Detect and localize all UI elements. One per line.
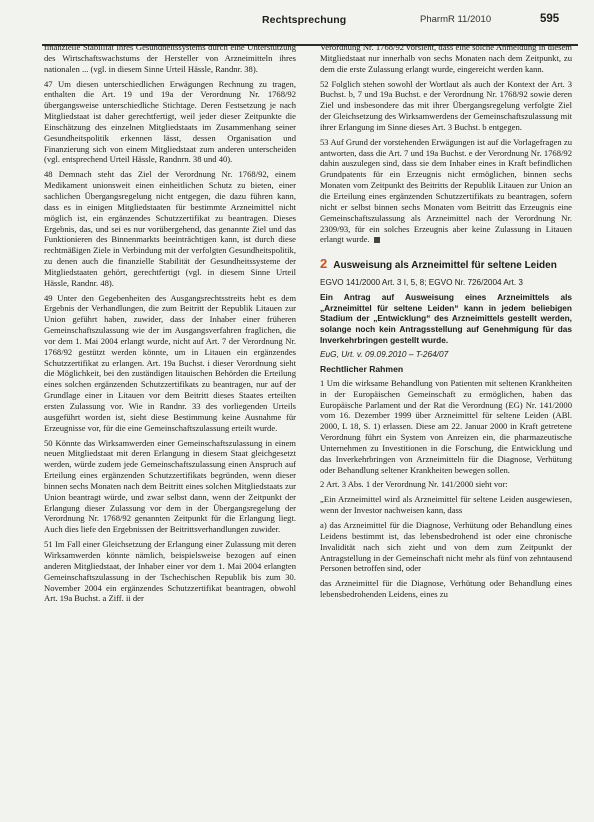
paragraph (320, 137, 572, 245)
paragraph: das Arzneimittel für die Diagnose, Verhütung oder Behandlung eines lebensbedrohenden Leidens, eines zu (320, 578, 572, 600)
end-of-article-icon (374, 237, 380, 243)
headnote: Ein Antrag auf Ausweisung eines Arzneimittels als „Arzneimittel für seltene Leiden“ kann in jedem beliebigen Stadium der „Entwicklung“ des Arzneimittels gestellt werden, solange noch kein Antragsstellung auf Genehmigung für das Inverkehrbringen gestellt wurde. (320, 292, 572, 345)
norm-citation: EGVO 141/2000 Art. 3 I, 5, 8; EGVO Nr. 726/2004 Art. 3 (320, 278, 523, 288)
paragraph: 47 Um diesen unterschiedlichen Erwägungen Rechnung zu tragen, enthalten die Art. 19 und 19a der Verordnung Nr. 1768/92 übergangsweise unterschiedliche Stichtage. Deren Festsetzung je nach Mitgliedstaat ist daher gerechtfertigt, weil jeder dieser Zeitpunkte die Einschätzung des einzelnen Mitgliedstaats im Zusammenhang seiner Gesundheitspolitik erkennen lässt, dessen Organisation und Finanzierung sich von einem Mitgliedstaat zum anderen unterscheiden (vgl. entsprechend Urteil Hässle, Randnrn. 38 und 40). (44, 78, 296, 165)
paragraph: a) das Arzneimittel für die Diagnose, Verhütung oder Behandlung eines Leidens bestimmt ist, das lebensbedrohend ist oder eine chronische Invalidität nach sich zieht und von dem zum Zeitpunkt der Antragstellung in der Gemeinschaft nicht mehr als fünf von zehntausend Personen betroffen sind, oder (320, 520, 572, 574)
page-number: 595 (540, 13, 560, 25)
paragraph-text: 53 Auf Grund der vorstehenden Erwägungen ist auf die Vorlagefragen zu antworten, dass die Art. 7 und 19a Buchst. e der Verordnung Nr. 1768/92 dahin auszulegen sind, dass sie dem Inhaber eines in Kraft befindlichen Grundpatents für ein Erzeugnis nicht ermöglichen, binnen sechs Monaten vom Zeitpunkt des Beitritts der Republik Litauen zur Union an die Erteilung eines ergänzenden Schutzzertifikats zu beantragen, sofern nicht er selbst binnen sechs Monaten vom Beitritt das Erzeugnis eine Gemeinschaftszulassung als Arzneimittel nach der Verordnung Nr. 2309/93, für ein solches Erzeugnis aber keine Zulassung in Litauen erlangt wurde. (320, 136, 572, 245)
right-column (320, 42, 572, 604)
court-reference: EuG, Urt. v. 09.09.2010 – T-264/07 (320, 349, 449, 360)
section-heading (320, 256, 572, 272)
section-number: 2 (320, 256, 328, 272)
paragraph: 52 Folglich stehen sowohl der Wortlaut als auch der Kontext der Art. 3 Buchst. b, 7 und 19a Buchst. e der Verordnung Nr. 1768/92 sowie deren Ziel und insbesondere das mit ihrer Übergangsregelung verfolgte Ziel der Gleichsetzung des Wirksamwerdens der Gemeinschaftszulassung mit ihrer Erlangung im Sinne dieses Art. 3 Buchst. b entgegen. (320, 78, 572, 132)
paragraph: „Ein Arzneimittel wird als Arzneimittel für seltene Leiden ausgewiesen, wenn der Investor nachweisen kann, dass (320, 494, 572, 516)
paragraph: Verordnung Nr. 1768/92 vorsieht, dass eine solche Anmeldung in diesem Mitgliedstaat nur innerhalb von sechs Monaten nach dem Zeitpunkt, zu dem die erste Zulassung erlangt wurde, eingereicht werden kann. (320, 42, 572, 74)
section-rubric: Rechtsprechung (262, 14, 347, 26)
paragraph: 2 Art. 3 Abs. 1 der Verordnung Nr. 141/2000 sieht vor: (320, 479, 508, 490)
left-column (44, 42, 296, 608)
paragraph: finanzielle Stabilität ihres Gesundheitssystems durch eine Unterstützung des Wirtschaftswachstums der Hersteller von Arzneimitteln ihres nationalen ... (vgl. in diesem Sinne Urteil Hässle, Randnr. 38). (44, 42, 296, 74)
paragraph: 48 Demnach steht das Ziel der Verordnung Nr. 1768/92, einem Medikament unionsweit einen einheitlichen Schutz zu bieten, einer sachlichen Übergangsregelung nicht entgegen, die dazu führen kann, dass es in einigen Mitgliedstaaten für bestimmte Arzneimittel nicht möglich ist, ein ergänzendes Schutzzertifikat zu beantragen. Dieses Ergebnis, das, und sei es nur vorübergehend, das genannte Ziel und das Funktionieren des Binnenmarkts beeinträchtigen kann, ist durch diese rechtmäßigen Ziele in Verbindung mit der verfolgten Gesundheitspolitik, zu denen auch die finanzielle Stabilität der Gesundheitssysteme der Mitgliedstaaten gehört, gerechtfertigt (vgl. in diesem Sinne Urteil Hässle, Randnr. 48). (44, 169, 296, 288)
subheading: Rechtlicher Rahmen (320, 364, 404, 375)
journal-issue: PharmR 11/2010 (420, 14, 492, 25)
page-header (0, 10, 594, 36)
paragraph: 1 Um die wirksame Behandlung von Patienten mit seltenen Krankheiten in der Europäischen Gemeinschaft zu ermöglichen, haben das Europäische Parlament und der Rat die Verordnung (EG) Nr. 141/2000 vom 16. Dezember 1999 über Arzneimittel für seltene Leiden (ABl. 2000, L 18, S. 1) erlassen. Diese am 22. Januar 2000 in Kraft getretene Verordnung führt ein System von Anreizen ein, die pharmazeutische Unternehmen zu Investitionen in die Forschung, die Entwicklung und das Inverkehrbringen von Arzneimitteln für die Diagnose, Verhütung oder Behandlung seltener Krankheiten bewegen sollen. (320, 377, 572, 475)
paragraph: 50 Könnte das Wirksamwerden einer Gemeinschaftszulassung in einem neuen Mitgliedstaat mit deren Erlangung in diesem Staat gleichgesetzt werden, würde zudem jede Gemeinschaftszulassung einen Anspruch auf Erteilung eines ergänzenden Schutzzertifikats begründen, wenn dieser binnen sechs Monaten nach dem Beitritt eines solchen Mitgliedstaats zur Union beantragt würde, und zwar selbst dann, wenn der Zeitpunkt der Erlangung dieser Zulassung vor dem in der Übergangsregelung der Verordnung Nr. 1768/92 genannten Zeitpunkt für die Erlangung liegt. Auch dies liefe den Ergebnissen der Beitrittsverhandlungen zuwider. (44, 437, 296, 535)
section-title: Ausweisung als Arzneimittel für seltene Leiden (333, 260, 557, 272)
paragraph: 51 Im Fall einer Gleichsetzung der Erlangung einer Zulassung mit deren Wirksamwerden könnte nämlich, beispielsweise bezogen auf einen anderen Mitgliedstaat, der Inhaber einer vor dem 1. Mai 2004 erlangten Gemeinschaftszulassung in der Tschechischen Republik bis zum 30. November 2004 ein ergänzendes Schutzzertifikat beantragen, obwohl Art. 19a Buchst. a Ziff. ii der (44, 539, 296, 604)
paragraph: 49 Unter den Gegebenheiten des Ausgangsrechtsstreits hebt es dem Ergebnis der Verhandlungen, die zum Beitritt der Republik Litauen zur Union geführt haben, zuwider, dass der Inhaber einer früheren Gemeinschaftszulassung wie der im Ausgangsverfahren fraglichen, die vor dem 1. Mai 2004 erlangt wurde, nicht auf Art. 7 der Verordnung Nr. 1768/92 gestützt werden könnte, um in Litauen ein ergänzendes Schutzzertifikat zu erlangen. Art. 19a Buchst. i dieser Verordnung sieht die Möglichkeit, bei den zuständigen litauischen Behörden die Erteilung eines solchen ergänzenden Schutzzertifikats zu beantragen, nur auf der Grundlage einer in Litauen vor dem Beitritt dieses Staates erteilten ersten Zulassung vor. Wie in Randnr. 33 des vorliegenden Urteils ausgeführt worden ist, sieht diese Bestimmung keine Ausnahme für Erzeugnisse vor, für die eine Gemeinschaftszulassung erteilt wurde. (44, 292, 296, 433)
